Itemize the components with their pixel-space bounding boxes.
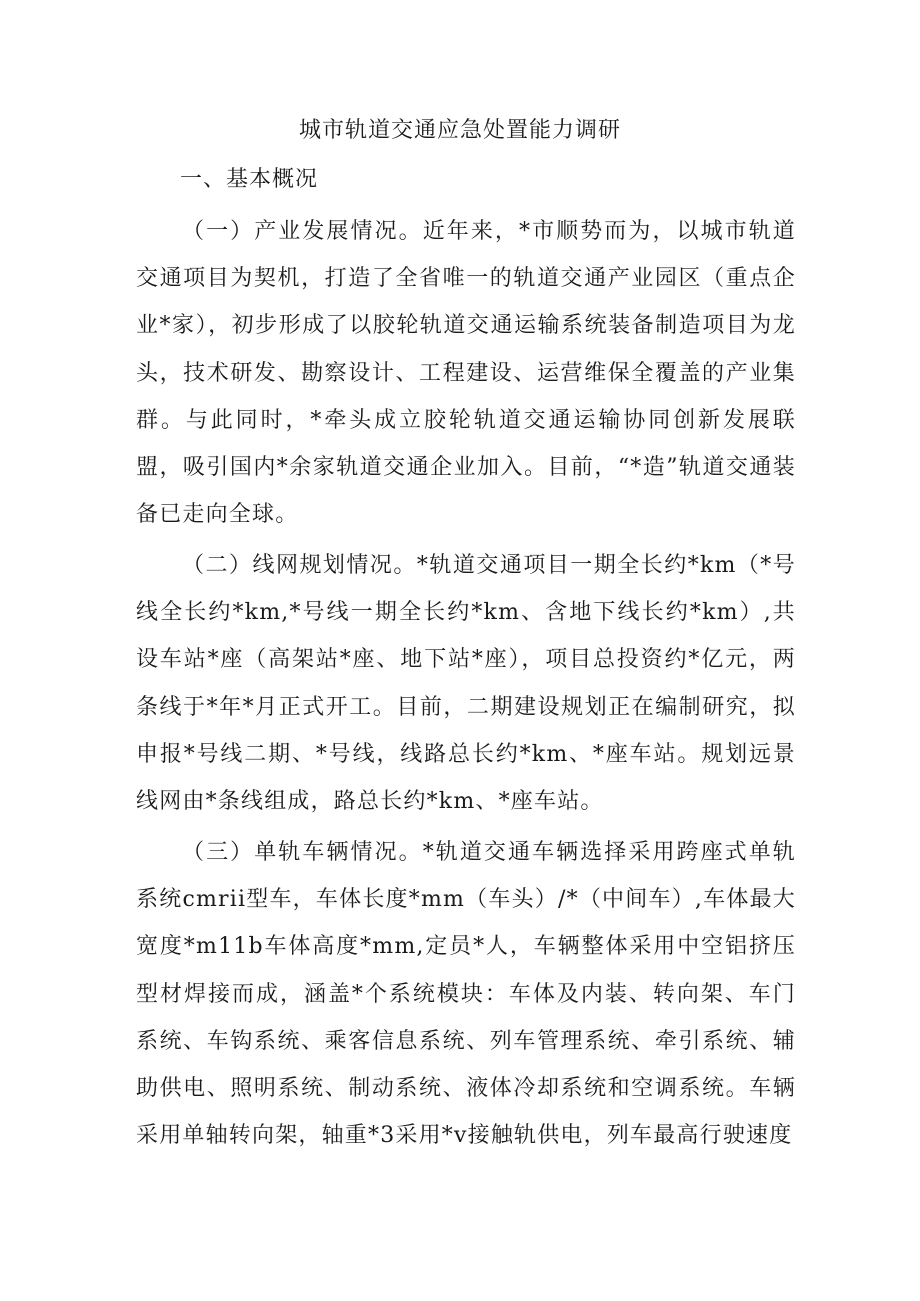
paragraph-industry-development: （一）产业发展情况。近年来，*市顺势而为，以城市轨道交通项目为契机，打造了全省唯一的轨道交通产业园区（重点企业*家），初步形成了以胶轮轨道交通运输系统装备制造项目为龙头，技术研发、勘察设计、工程建设、运营维保全覆盖的产业集群。与此同时，*牵头成立胶轮轨道交通运输协同创新发展联盟，吸引国内*余家轨道交通企业加入。目前，“*造”轨道交通装备已走向全球。: [136, 219, 796, 528]
section-heading: 一、基本概况: [180, 167, 319, 192]
paragraph-network-planning: （二）线网规划情况。*轨道交通项目一期全长约*km（*号线全长约*km,*号线一期全长约*km、含地下线长约*km）,共设车站*座（高架站*座、地下站*座），项目总投资约*亿元，两条线于*年*月正式开工。目前，二期建设规划正在编制研究，拟申报*号线二期、*号线，线路总长约*km、*座车站。规划远景线网由*条线组成，路总长约*km、*座车站。: [136, 553, 796, 815]
document-title: 城市轨道交通应急处置能力调研: [298, 118, 621, 143]
paragraph-monorail-vehicles: （三）单轨车辆情况。*轨道交通车辆选择采用跨座式单轨系统cmrii型车，车体长度*mm（车头）/*（中间车）,车体最大宽度*m11b车体高度*mm,定员*人，车辆整体采用中空铝挤压型材焊接而成，涵盖*个系统模块：车体及内装、转向架、车门系统、车钩系统、乘客信息系统、列车管理系统、牵引系统、辅助供电、照明系统、制动系统、液体冷却系统和空调系统。车辆采用单轴转向架，轴重*3采用*v接触轨供电，列车最高行驶速度: [136, 840, 796, 1149]
